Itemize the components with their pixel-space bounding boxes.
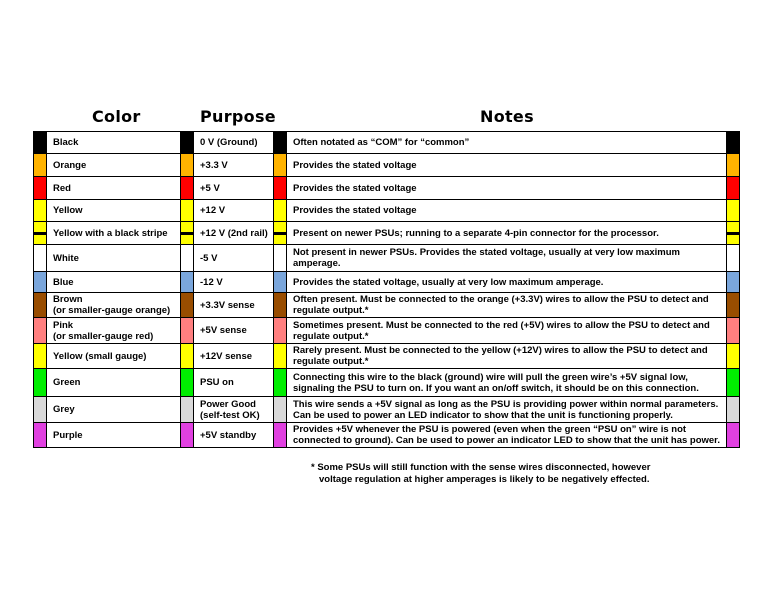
wire-notes: This wire sends a +5V signal as long as the PSU is providing power within normal parameters. Can be used to power an LED indicator to show that the unit is functioning properly. bbox=[287, 397, 727, 423]
right-color-swatch bbox=[727, 132, 740, 154]
right-color-swatch bbox=[727, 177, 740, 200]
wire-color-swatch bbox=[34, 293, 47, 318]
purpose-color-swatch bbox=[181, 293, 194, 318]
wire-purpose: +3.3 V bbox=[194, 154, 274, 177]
table-row bbox=[34, 293, 740, 318]
table-row bbox=[34, 222, 740, 245]
purpose-color-swatch bbox=[181, 423, 194, 448]
notes-color-swatch bbox=[274, 397, 287, 423]
wire-notes: Often notated as “COM” for “common” bbox=[287, 132, 727, 154]
table-row bbox=[34, 272, 740, 293]
notes-color-swatch bbox=[274, 293, 287, 318]
notes-color-swatch bbox=[274, 344, 287, 369]
right-color-swatch bbox=[727, 423, 740, 448]
wire-color-name: Pink (or smaller-gauge red) bbox=[47, 318, 181, 344]
right-color-swatch bbox=[727, 222, 740, 245]
right-color-swatch bbox=[727, 344, 740, 369]
notes-color-swatch bbox=[274, 318, 287, 344]
right-color-swatch bbox=[727, 245, 740, 272]
wire-notes: Provides the stated voltage bbox=[287, 154, 727, 177]
wire-notes: Rarely present. Must be connected to the yellow (+12V) wires to allow the PSU to detect and regulate output.* bbox=[287, 344, 727, 369]
wire-purpose: -12 V bbox=[194, 272, 274, 293]
footnote bbox=[311, 462, 731, 486]
table-row bbox=[34, 200, 740, 222]
notes-color-swatch bbox=[274, 272, 287, 293]
purpose-color-swatch bbox=[181, 154, 194, 177]
purpose-color-swatch bbox=[181, 132, 194, 154]
purpose-color-swatch bbox=[181, 200, 194, 222]
wire-color-swatch bbox=[34, 318, 47, 344]
black-stripe bbox=[274, 232, 286, 235]
right-color-swatch bbox=[727, 369, 740, 397]
purpose-color-swatch bbox=[181, 177, 194, 200]
wire-notes: Provides the stated voltage bbox=[287, 177, 727, 200]
wire-color-swatch bbox=[34, 200, 47, 222]
header-color: Color bbox=[92, 107, 141, 126]
wire-purpose: +12 V (2nd rail) bbox=[194, 222, 274, 245]
table-row bbox=[34, 318, 740, 344]
footnote-line-2: voltage regulation at higher amperages is likely to be negatively effected. bbox=[319, 474, 650, 485]
wire-color-name: Yellow with a black stripe bbox=[47, 222, 181, 245]
right-color-swatch bbox=[727, 318, 740, 344]
wire-color-swatch bbox=[34, 423, 47, 448]
notes-color-swatch bbox=[274, 200, 287, 222]
notes-color-swatch bbox=[274, 245, 287, 272]
wire-notes: Often present. Must be connected to the orange (+3.3V) wires to allow the PSU to detect and regulate output.* bbox=[287, 293, 727, 318]
wire-color-name: Blue bbox=[47, 272, 181, 293]
wire-purpose: +5 V bbox=[194, 177, 274, 200]
right-color-swatch bbox=[727, 272, 740, 293]
wire-purpose: +5V standby bbox=[194, 423, 274, 448]
table-row bbox=[34, 154, 740, 177]
black-stripe bbox=[181, 232, 193, 235]
wire-color-swatch bbox=[34, 245, 47, 272]
table-row bbox=[34, 369, 740, 397]
footnote-line-1: * Some PSUs will still function with the sense wires disconnected, however bbox=[311, 462, 651, 473]
notes-color-swatch bbox=[274, 154, 287, 177]
wire-purpose: +12V sense bbox=[194, 344, 274, 369]
black-stripe bbox=[34, 232, 46, 235]
notes-color-swatch bbox=[274, 177, 287, 200]
purpose-color-swatch bbox=[181, 344, 194, 369]
wire-color-name: Green bbox=[47, 369, 181, 397]
purpose-color-swatch bbox=[181, 245, 194, 272]
wire-color-swatch bbox=[34, 177, 47, 200]
purpose-color-swatch bbox=[181, 272, 194, 293]
header-purpose: Purpose bbox=[200, 107, 276, 126]
wire-color-name: Grey bbox=[47, 397, 181, 423]
wire-color-swatch bbox=[34, 154, 47, 177]
wire-purpose: PSU on bbox=[194, 369, 274, 397]
wire-color-name: Brown (or smaller-gauge orange) bbox=[47, 293, 181, 318]
notes-color-swatch bbox=[274, 222, 287, 245]
wire-color-name: White bbox=[47, 245, 181, 272]
wire-purpose: +12 V bbox=[194, 200, 274, 222]
table-row bbox=[34, 177, 740, 200]
wire-purpose: +3.3V sense bbox=[194, 293, 274, 318]
purpose-color-swatch bbox=[181, 369, 194, 397]
wire-purpose: +5V sense bbox=[194, 318, 274, 344]
wire-color-name: Red bbox=[47, 177, 181, 200]
purpose-color-swatch bbox=[181, 397, 194, 423]
wire-notes: Sometimes present. Must be connected to the red (+5V) wires to allow the PSU to detect and regulate output.* bbox=[287, 318, 727, 344]
wire-color-name: Yellow (small gauge) bbox=[47, 344, 181, 369]
right-color-swatch bbox=[727, 200, 740, 222]
table-row bbox=[34, 132, 740, 154]
purpose-color-swatch bbox=[181, 222, 194, 245]
right-color-swatch bbox=[727, 154, 740, 177]
table-row bbox=[34, 245, 740, 272]
wire-color-swatch bbox=[34, 369, 47, 397]
table-row bbox=[34, 397, 740, 423]
notes-color-swatch bbox=[274, 369, 287, 397]
psu-wire-color-table bbox=[33, 131, 740, 448]
wire-notes: Provides the stated voltage bbox=[287, 200, 727, 222]
wire-color-swatch bbox=[34, 132, 47, 154]
right-color-swatch bbox=[727, 397, 740, 423]
wire-color-swatch bbox=[34, 222, 47, 245]
wire-color-name: Yellow bbox=[47, 200, 181, 222]
wire-color-swatch bbox=[34, 344, 47, 369]
notes-color-swatch bbox=[274, 132, 287, 154]
wire-notes: Connecting this wire to the black (ground) wire will pull the green wire’s +5V signal low, signaling the PSU to turn on. If you want an on/off switch, it should be on this connection. bbox=[287, 369, 727, 397]
wire-purpose: -5 V bbox=[194, 245, 274, 272]
wire-notes: Provides the stated voltage, usually at very low maximum amperage. bbox=[287, 272, 727, 293]
wire-color-name: Orange bbox=[47, 154, 181, 177]
wire-purpose: 0 V (Ground) bbox=[194, 132, 274, 154]
wire-color-name: Purple bbox=[47, 423, 181, 448]
wire-color-swatch bbox=[34, 272, 47, 293]
black-stripe bbox=[727, 232, 739, 235]
right-color-swatch bbox=[727, 293, 740, 318]
wire-notes: Provides +5V whenever the PSU is powered (even when the green “PSU on” wire is not connected to ground). Can be used to power an indicator LED to show that the unit has power. bbox=[287, 423, 727, 448]
table-row bbox=[34, 423, 740, 448]
purpose-color-swatch bbox=[181, 318, 194, 344]
table-row bbox=[34, 344, 740, 369]
wire-color-swatch bbox=[34, 397, 47, 423]
notes-color-swatch bbox=[274, 423, 287, 448]
wire-color-name: Black bbox=[47, 132, 181, 154]
wire-purpose: Power Good (self-test OK) bbox=[194, 397, 274, 423]
wire-notes: Not present in newer PSUs. Provides the stated voltage, usually at very low maximum amperage. bbox=[287, 245, 727, 272]
wire-notes: Present on newer PSUs; running to a separate 4-pin connector for the processor. bbox=[287, 222, 727, 245]
header-notes: Notes bbox=[480, 107, 534, 126]
